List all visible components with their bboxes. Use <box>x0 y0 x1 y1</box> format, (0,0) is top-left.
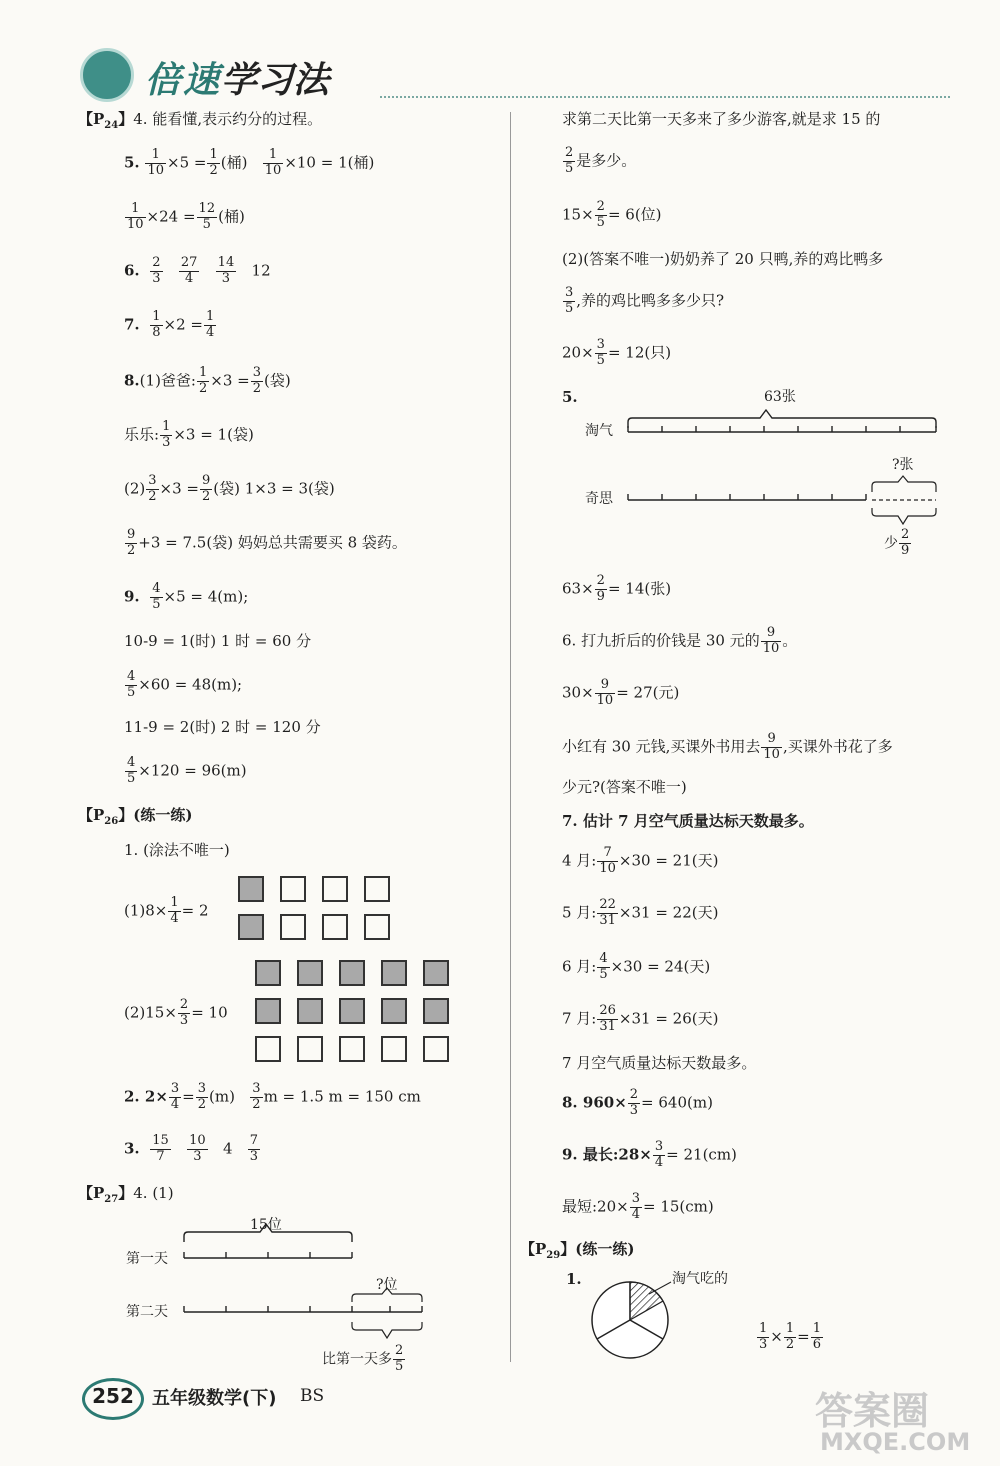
r-line7: 63× $\frac{2}{9}$ = 14(张) <box>562 573 672 604</box>
month-june: 6 月: $\frac{4}{5}$ ×30 = 24(天) <box>562 951 711 982</box>
r-line4: (2)(答案不唯一)奶奶养了 20 只鸭,养的鸡比鸭多 <box>562 250 884 268</box>
grid-square-shaded <box>297 998 323 1024</box>
diagram1-question: ?位 <box>376 1277 398 1293</box>
r-q9b: 最短:20× $\frac{3}{4}$ = 15(cm) <box>562 1191 714 1222</box>
diagram2-row2: 奇思 <box>585 491 613 507</box>
fraction: $\frac{1}{10}$ <box>147 147 164 178</box>
grid-square-shaded <box>339 998 365 1024</box>
title-part-b: 学习法 <box>221 60 330 101</box>
q9-line1: 9. $\frac{4}{5}$ ×5 = 4(m); <box>124 581 249 612</box>
grid-square-shaded <box>255 998 281 1024</box>
grid-square-shaded <box>423 998 449 1024</box>
r-line6: 20× $\frac{3}{5}$ = 12(只) <box>562 337 672 368</box>
q5-line1: 5. $\frac{1}{10}$ ×5 = $\frac{1}{2}$ (桶) $\frac{1}{10}$ ×10 = 1(桶) <box>124 147 375 178</box>
diagram1-row1: 第一天 <box>126 1251 168 1267</box>
r-q9: 9. 最长:28× $\frac{3}{4}$ = 21(cm) <box>562 1139 737 1170</box>
p26-q2: 2. 2× $\frac{3}{4}$ = $\frac{3}{2}$ (m) $\frac{3}{2}$ m = 1.5 m = 150 cm <box>124 1081 421 1112</box>
month-april: 4 月: $\frac{7}{10}$ ×30 = 21(天) <box>562 845 719 876</box>
q7: 7. $\frac{1}{8}$ ×2 = $\frac{1}{4}$ <box>124 309 215 340</box>
grid-square-shaded <box>381 960 407 986</box>
p29-heading: 【$P_{29}$】(练一练) <box>520 1240 635 1261</box>
p26-q1: 1. (涂法不唯一) <box>124 841 230 859</box>
grid-square <box>280 914 306 940</box>
grid-square-shaded <box>238 914 264 940</box>
p26-q1-b: (2)15× $\frac{2}{3}$ = 10 <box>124 997 228 1028</box>
q9-line5: $\frac{4}{5}$ ×120 = 96(m) <box>127 755 247 786</box>
q7-conclusion: 7 月空气质量达标天数最多。 <box>562 1054 757 1072</box>
q8-line1: 8.(1)爸爸: $\frac{1}{2}$ ×3 = $\frac{3}{2}$ (袋) <box>124 365 291 396</box>
diagram2-row1: 淘气 <box>585 423 613 439</box>
p29-q1: 1. <box>566 1270 582 1288</box>
grid-square-shaded <box>339 960 365 986</box>
watermark-logo: 答案圈 <box>815 1389 930 1433</box>
grid-square <box>255 1036 281 1062</box>
grid-square-shaded <box>423 960 449 986</box>
diagram2-note: 少 $\frac{2}{9}$ <box>884 527 910 558</box>
q9-line2: 10-9 = 1(时) 1 时 = 60 分 <box>124 632 312 650</box>
p24-q4: 【$P_{24}$】4. 能看懂,表示约分的过程。 <box>78 110 323 131</box>
pie-label: 淘气吃的 <box>672 1271 728 1287</box>
p26-q1-a: (1)8× $\frac{1}{4}$ = 2 <box>124 895 209 926</box>
q8-line4: $\frac{9}{2}$ +3 = 7.5(袋) 妈妈总共需要买 8 袋药。 <box>127 527 407 558</box>
month-may: 5 月: $\frac{22}{31}$ ×31 = 22(天) <box>562 897 719 928</box>
diagram1-row2: 第二天 <box>126 1304 168 1320</box>
header-rule <box>380 96 950 100</box>
grid-square-shaded <box>297 960 323 986</box>
r-line5: $\frac{3}{5}$ ,养的鸡比鸭多多少只? <box>565 285 725 316</box>
diagram1-total: 15位 <box>250 1217 282 1233</box>
watermark-site: MXQE.COM <box>820 1428 971 1456</box>
grid-square <box>297 1036 323 1062</box>
title-part-a: 倍速 <box>145 60 222 101</box>
grid-square <box>364 876 390 902</box>
grid-square <box>423 1036 449 1062</box>
p27-heading: 【$P_{27}$】4. (1) <box>78 1184 174 1205</box>
diagram2-question: ?张 <box>892 457 914 473</box>
grid-square <box>322 876 348 902</box>
grid-square-shaded <box>381 998 407 1024</box>
r-q8: 8. 960× $\frac{2}{3}$ = 640(m) <box>562 1087 713 1118</box>
pie-equation: $\frac{1}{3}$ × $\frac{1}{2}$ = $\frac{1}{6}$ <box>759 1321 821 1352</box>
page-number: 252 <box>82 1378 144 1420</box>
r-q7: 7. 估计 7 月空气质量达标天数最多。 <box>562 812 814 830</box>
book-title <box>145 52 329 103</box>
grid-square <box>322 914 348 940</box>
q6: 6. $\frac{2}{3}$ $\frac{27}{4}$ $\frac{14}{3}$ 12 <box>124 255 271 286</box>
grid-square <box>280 876 306 902</box>
grid-square <box>339 1036 365 1062</box>
r-line1: 求第二天比第一天多来了多少游客,就是求 15 的 <box>562 110 881 128</box>
q5-line2: $\frac{1}{10}$ ×24 = $\frac{12}{5}$ (桶) <box>127 201 245 232</box>
month-july: 7 月: $\frac{26}{31}$ ×31 = 26(天) <box>562 1003 719 1034</box>
q8-line2: 乐乐: $\frac{1}{3}$ ×3 = 1(袋) <box>124 419 254 450</box>
r-q5-label: 5. <box>562 388 578 406</box>
q8-line3: (2) $\frac{3}{2}$ ×3 = $\frac{9}{2}$ (袋) 1×3 = 3(袋) <box>124 473 335 504</box>
q9-line4: 11-9 = 2(时) 2 时 = 120 分 <box>124 718 321 736</box>
p26-q3: 3. $\frac{15}{7}$ $\frac{10}{3}$ 4 $\frac{7}{3}$ <box>124 1133 259 1164</box>
pie-diagram <box>585 1272 695 1372</box>
r-q6: 6. 打九折后的价钱是 30 元的 $\frac{9}{10}$ 。 <box>562 625 798 656</box>
r-line8: 30× $\frac{9}{10}$ = 27(元) <box>562 677 680 708</box>
book-logo <box>80 48 134 102</box>
grid-square <box>364 914 390 940</box>
r-line2: $\frac{2}{5}$ 是多少。 <box>565 145 637 176</box>
book-edition: BS <box>300 1386 325 1406</box>
diagram2-total: 63张 <box>764 389 796 405</box>
grid-square-shaded <box>238 876 264 902</box>
q9-line3: $\frac{4}{5}$ ×60 = 48(m); <box>127 669 243 700</box>
r-line10: 少元?(答案不唯一) <box>562 778 687 796</box>
grid-square-shaded <box>255 960 281 986</box>
column-divider <box>510 112 511 1362</box>
diagram1-note: 比第一天多 $\frac{2}{5}$ <box>322 1343 404 1374</box>
r-line3: 15× $\frac{2}{5}$ = 6(位) <box>562 199 662 230</box>
p26-heading: 【$P_{26}$】(练一练) <box>78 806 193 827</box>
grid-square <box>381 1036 407 1062</box>
book-name: 五年级数学(下) <box>152 1388 277 1409</box>
r-line9: 小红有 30 元钱,买课外书用去 $\frac{9}{10}$ ,买课外书花了多 <box>562 731 893 762</box>
